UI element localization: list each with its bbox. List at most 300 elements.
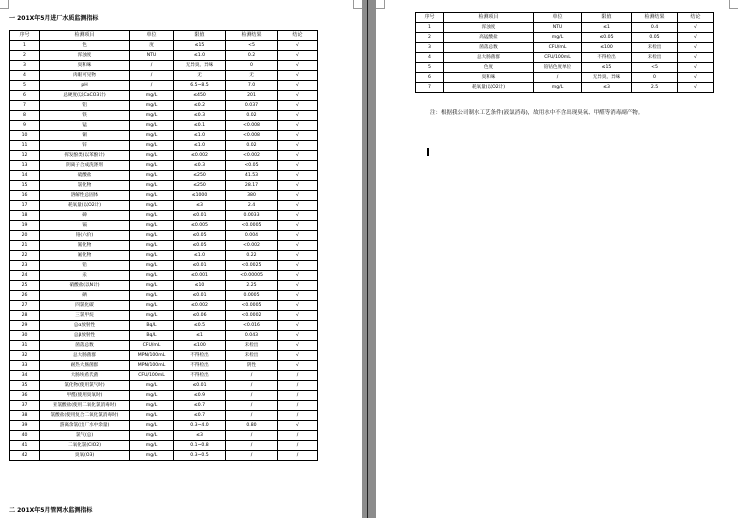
table-cell: √ — [678, 23, 714, 33]
table-cell: 未检出 — [226, 341, 278, 351]
table-cell: ≤0.05 — [582, 33, 632, 43]
table-cell: mg/L — [130, 231, 174, 241]
table-cell: ≤0.01 — [174, 211, 226, 221]
table-cell: / — [278, 431, 318, 441]
table-cell: mg/L — [130, 411, 174, 421]
table-cell: / — [226, 401, 278, 411]
table-cell: 5 — [416, 63, 444, 73]
table-cell: 总大肠菌群 — [444, 53, 534, 63]
table-row — [10, 251, 318, 261]
table-cell: 16 — [10, 191, 40, 201]
table-cell: 0.1~0.8 — [174, 441, 226, 451]
table-cell: / — [226, 441, 278, 451]
table-cell: √ — [278, 51, 318, 61]
table-cell: mg/L — [130, 441, 174, 451]
table-cell: 28 — [10, 311, 40, 321]
table-cell: 0.037 — [226, 101, 278, 111]
table-cell: mg/L — [130, 91, 174, 101]
column-header: 序号 — [416, 13, 444, 23]
table-cell: 6 — [10, 91, 40, 101]
table-cell: 13 — [10, 161, 40, 171]
table-row — [10, 441, 318, 451]
table-row — [10, 371, 318, 381]
table-cell: 未检出 — [632, 53, 678, 63]
table-cell: 镉 — [40, 221, 130, 231]
column-header: 检测结果 — [226, 31, 278, 41]
table-cell: 0.0005 — [226, 291, 278, 301]
table-cell: 12 — [10, 151, 40, 161]
table-cell: CFU/100mL — [130, 371, 174, 381]
table-row — [10, 321, 318, 331]
table-row — [416, 63, 714, 73]
table-cell: / — [278, 381, 318, 391]
table-cell: mg/L — [130, 391, 174, 401]
table-cell: ≤1.0 — [174, 51, 226, 61]
table-cell: ≤3 — [174, 201, 226, 211]
table-row — [10, 51, 318, 61]
table-cell: √ — [278, 321, 318, 331]
table-cell: 锌 — [40, 141, 130, 151]
column-header: 单位 — [534, 13, 582, 23]
table-cell: √ — [278, 361, 318, 371]
table-row — [10, 301, 318, 311]
table-cell: 20 — [10, 231, 40, 241]
table-row — [10, 401, 318, 411]
table-cell: √ — [278, 101, 318, 111]
table-cell: mg/L — [130, 211, 174, 221]
table-cell: 浑浊度 — [444, 23, 534, 33]
table-row — [10, 351, 318, 361]
table-cell: / — [130, 61, 174, 71]
table-cell: mg/L — [130, 221, 174, 231]
table-cell: 24 — [10, 271, 40, 281]
table-cell: 硝酸盐(以N计) — [40, 281, 130, 291]
page-gutter — [362, 0, 376, 518]
table-cell: 铅 — [40, 261, 130, 271]
table-cell: 肉眼可见物 — [40, 71, 130, 81]
table-cell: / — [130, 71, 174, 81]
table-cell: 2 — [10, 51, 40, 61]
table-row — [10, 391, 318, 401]
table-cell: 6.5~8.5 — [174, 81, 226, 91]
table-cell: mg/L — [130, 251, 174, 261]
table-cell: 游离余氯(出厂水中余量) — [40, 421, 130, 431]
column-header: 检测项目 — [444, 13, 534, 23]
table-cell: mg/L — [130, 161, 174, 171]
table-cell: 氰化物 — [40, 241, 130, 251]
table-cell: ≤100 — [582, 43, 632, 53]
table-cell: 2 — [416, 33, 444, 43]
table-cell: 201 — [226, 91, 278, 101]
table-row — [10, 71, 318, 81]
table-row — [10, 61, 318, 71]
table-cell: √ — [678, 53, 714, 63]
table-row — [416, 73, 714, 83]
table-cell: 无 — [174, 71, 226, 81]
crop-mark — [0, 0, 9, 9]
table-cell: 6 — [416, 73, 444, 83]
table-cell: <0.002 — [226, 241, 278, 251]
table-cell: / — [226, 371, 278, 381]
table-cell: mg/L — [130, 191, 174, 201]
table-cell: <0.0005 — [226, 301, 278, 311]
table-cell: 总β放射性 — [40, 331, 130, 341]
table-cell: CFU/100mL — [534, 53, 582, 63]
table-cell: mg/L — [130, 241, 174, 251]
table-cell: 色 — [40, 41, 130, 51]
table-cell: 14 — [10, 171, 40, 181]
table-cell: 耗氧量(以O2计) — [40, 201, 130, 211]
table-cell: NTU — [534, 23, 582, 33]
note-text: 注：根据我公司制水工艺条件(液氯消毒)，故用水中不含出现臭氧、甲醛等消毒副产物。 — [430, 110, 644, 116]
column-header: 单位 — [130, 31, 174, 41]
table-cell: 铝 — [40, 101, 130, 111]
table-cell: 不得检出 — [174, 361, 226, 371]
table-cell: 380 — [226, 191, 278, 201]
table-cell: 硫酸盐 — [40, 171, 130, 181]
table-cell: √ — [278, 271, 318, 281]
table-cell: √ — [278, 91, 318, 101]
section-heading-1: 一 201X年5月进厂水质监测指标 — [9, 15, 99, 22]
table-cell: √ — [278, 71, 318, 81]
table-cell: mg/L — [130, 261, 174, 271]
table-row — [416, 53, 714, 63]
table-cell: 7 — [10, 101, 40, 111]
table-cell: / — [278, 451, 318, 461]
table-cell: ≤0.7 — [174, 411, 226, 421]
table-cell: ≤10 — [174, 281, 226, 291]
table-cell: 34 — [10, 371, 40, 381]
table-row — [10, 191, 318, 201]
table-cell: √ — [278, 311, 318, 321]
table-cell: 总硬度(以CaCO3计) — [40, 91, 130, 101]
table-cell: 39 — [10, 421, 40, 431]
table-row — [10, 131, 318, 141]
table-cell: 35 — [10, 381, 40, 391]
network-water-table — [415, 12, 714, 93]
table-cell: 挥发酚类(以苯酚计) — [40, 151, 130, 161]
column-header: 限值 — [582, 13, 632, 23]
table-cell: 8 — [10, 111, 40, 121]
table-cell: ≤0.001 — [174, 271, 226, 281]
table-cell: ≤3 — [174, 431, 226, 441]
table-row — [416, 83, 714, 93]
table-row — [10, 291, 318, 301]
table-cell: mg/L — [130, 281, 174, 291]
table-row — [416, 33, 714, 43]
table-cell: √ — [278, 301, 318, 311]
table-cell: 7.0 — [226, 81, 278, 91]
table-cell: 5 — [10, 81, 40, 91]
table-cell: mg/L — [130, 201, 174, 211]
table-cell: 铂钴色度单位 — [534, 63, 582, 73]
column-header: 检测结果 — [632, 13, 678, 23]
table-cell: 氯气(总) — [40, 431, 130, 441]
table-cell: mg/L — [534, 83, 582, 93]
table-cell: 4 — [416, 53, 444, 63]
table-cell: 3 — [416, 43, 444, 53]
table-row — [10, 211, 318, 221]
table-cell: mg/L — [130, 301, 174, 311]
table-cell: √ — [278, 211, 318, 221]
table-cell: / — [226, 381, 278, 391]
table-cell: CFU/mL — [130, 341, 174, 351]
table-cell: / — [226, 431, 278, 441]
table-cell: 总大肠菌群 — [40, 351, 130, 361]
table-row — [10, 151, 318, 161]
table-cell: 氯酸盐(使用复合二氧化氯消毒时) — [40, 411, 130, 421]
table-cell: √ — [678, 43, 714, 53]
table-cell: 17 — [10, 201, 40, 211]
table-cell: ≤1000 — [174, 191, 226, 201]
table-cell: <0.00005 — [226, 271, 278, 281]
table-cell: mg/L — [130, 431, 174, 441]
table-row — [416, 23, 714, 33]
column-header: 结论 — [678, 13, 714, 23]
table-row — [10, 411, 318, 421]
table-row — [416, 43, 714, 53]
table-cell: 阴离子合成洗涤剂 — [40, 161, 130, 171]
table-cell: ≤0.5 — [174, 321, 226, 331]
table-cell: mg/L — [130, 141, 174, 151]
table-header-row — [416, 13, 714, 23]
table-cell: ≤100 — [174, 341, 226, 351]
table-cell: ≤15 — [174, 41, 226, 51]
table-cell: mg/L — [534, 33, 582, 43]
table-cell: mg/L — [130, 421, 174, 431]
table-cell: 不得检出 — [174, 371, 226, 381]
table-cell: ≤0.01 — [174, 261, 226, 271]
table-row — [10, 281, 318, 291]
table-cell: 2.5 — [632, 83, 678, 93]
table-cell: 氯化物(使用氯气时) — [40, 381, 130, 391]
table-cell: 1 — [10, 41, 40, 51]
table-cell: ≤0.3 — [174, 161, 226, 171]
table-cell: √ — [278, 181, 318, 191]
table-cell: 二氧化氯(ClO2) — [40, 441, 130, 451]
table-cell: 37 — [10, 401, 40, 411]
table-cell: ≤1.0 — [174, 141, 226, 151]
table-cell: 0.004 — [226, 231, 278, 241]
table-row — [10, 101, 318, 111]
table-cell: 3 — [10, 61, 40, 71]
table-cell: √ — [278, 41, 318, 51]
table-cell: √ — [678, 33, 714, 43]
table-cell: ≤1 — [174, 331, 226, 341]
table-cell: √ — [278, 151, 318, 161]
table-row — [10, 271, 318, 281]
table-cell: 25 — [10, 281, 40, 291]
table-cell: mg/L — [130, 401, 174, 411]
table-row — [10, 201, 318, 211]
table-row — [10, 111, 318, 121]
table-row — [10, 261, 318, 271]
table-cell: ≤250 — [174, 171, 226, 181]
table-cell: 甲醛(使用臭氧时) — [40, 391, 130, 401]
table-cell: 无异臭、异味 — [174, 61, 226, 71]
table-row — [10, 241, 318, 251]
table-cell: 15 — [10, 181, 40, 191]
table-cell: mg/L — [130, 181, 174, 191]
table-cell: 32 — [10, 351, 40, 361]
column-header: 检测项目 — [40, 31, 130, 41]
table-cell: 19 — [10, 221, 40, 231]
table-cell: CFU/mL — [534, 43, 582, 53]
table-cell: 0.80 — [226, 421, 278, 431]
table-row — [10, 431, 318, 441]
table-cell: √ — [278, 171, 318, 181]
table-cell: √ — [278, 141, 318, 151]
table-cell: 臭和味 — [444, 73, 534, 83]
left-page — [0, 0, 362, 518]
table-cell: 0 — [632, 73, 678, 83]
table-cell: <0.0005 — [226, 221, 278, 231]
table-cell: 硒 — [40, 291, 130, 301]
table-cell: √ — [278, 111, 318, 121]
table-cell: 阴性 — [226, 361, 278, 371]
table-cell: 耐热大肠菌群 — [40, 361, 130, 371]
table-cell: / — [226, 451, 278, 461]
table-cell: 总α放射性 — [40, 321, 130, 331]
table-cell: 2.4 — [226, 201, 278, 211]
table-cell: 27 — [10, 301, 40, 311]
table-cell: ≤0.7 — [174, 401, 226, 411]
table-cell: √ — [278, 191, 318, 201]
table-cell: 菌落总数 — [40, 341, 130, 351]
table-cell: / — [278, 411, 318, 421]
table-cell: 氯化物 — [40, 181, 130, 191]
table-cell: mg/L — [130, 111, 174, 121]
table-cell: 26 — [10, 291, 40, 301]
table-cell: 0.043 — [226, 331, 278, 341]
table-cell: ≤0.05 — [174, 231, 226, 241]
table-cell: / — [278, 371, 318, 381]
table-cell: 18 — [10, 211, 40, 221]
table-cell: ≤0.005 — [174, 221, 226, 231]
table-cell: <5 — [632, 63, 678, 73]
table-cell: ≤0.1 — [174, 121, 226, 131]
table-cell: √ — [678, 73, 714, 83]
table-cell: 色度 — [444, 63, 534, 73]
table-cell: 无 — [226, 71, 278, 81]
table-cell: √ — [278, 241, 318, 251]
table-row — [10, 161, 318, 171]
table-cell: ≤0.01 — [174, 291, 226, 301]
table-cell: 汞 — [40, 271, 130, 281]
table-row — [10, 331, 318, 341]
table-cell: NTU — [130, 51, 174, 61]
table-cell: ≤0.01 — [174, 381, 226, 391]
table-cell: 0 — [226, 61, 278, 71]
table-cell: mg/L — [130, 151, 174, 161]
table-cell: 1 — [416, 23, 444, 33]
table-row — [10, 121, 318, 131]
table-cell: 锰 — [40, 121, 130, 131]
table-cell: 未检出 — [632, 43, 678, 53]
table-cell: 0.05 — [632, 33, 678, 43]
table-cell: 三氯甲烷 — [40, 311, 130, 321]
table-row — [10, 81, 318, 91]
table-cell: 36 — [10, 391, 40, 401]
table-cell: 铁 — [40, 111, 130, 121]
factory-water-table — [9, 30, 318, 461]
table-cell: 31 — [10, 341, 40, 351]
table-cell: 33 — [10, 361, 40, 371]
table-cell: / — [226, 391, 278, 401]
table-row — [10, 141, 318, 151]
table-cell: 22 — [10, 251, 40, 261]
table-cell: 溶解性总固体 — [40, 191, 130, 201]
table-cell: 40 — [10, 431, 40, 441]
table-cell: mg/L — [130, 121, 174, 131]
table-cell: 臭氧(O3) — [40, 451, 130, 461]
page-divider — [367, 0, 368, 518]
table-row — [10, 231, 318, 241]
table-row — [10, 181, 318, 191]
table-row — [10, 41, 318, 51]
table-cell: <0.002 — [226, 151, 278, 161]
table-cell: ≤1.0 — [174, 131, 226, 141]
table-row — [10, 361, 318, 371]
table-cell: mg/L — [130, 451, 174, 461]
table-cell: 度 — [130, 41, 174, 51]
text-cursor — [427, 148, 429, 156]
table-row — [10, 221, 318, 231]
table-cell: ≤450 — [174, 91, 226, 101]
table-cell: 0.3~0.5 — [174, 451, 226, 461]
table-cell: ≤0.002 — [174, 151, 226, 161]
table-cell: ≤0.9 — [174, 391, 226, 401]
table-cell: 0.0033 — [226, 211, 278, 221]
table-cell: ≤0.002 — [174, 301, 226, 311]
table-row — [10, 311, 318, 321]
table-row — [10, 421, 318, 431]
table-cell: 砷 — [40, 211, 130, 221]
table-cell: 21 — [10, 241, 40, 251]
table-cell: / — [130, 81, 174, 91]
table-cell: 未检出 — [226, 351, 278, 361]
table-cell: <0.008 — [226, 131, 278, 141]
table-cell: 浑浊度 — [40, 51, 130, 61]
table-row — [10, 171, 318, 181]
table-cell: 0.3~4.0 — [174, 421, 226, 431]
table-cell: MPN/100mL — [130, 361, 174, 371]
table-cell: / — [534, 73, 582, 83]
table-cell: Bq/L — [130, 331, 174, 341]
column-header: 限值 — [174, 31, 226, 41]
table-cell: ≤15 — [582, 63, 632, 73]
table-cell: 2.25 — [226, 281, 278, 291]
table-cell: mg/L — [130, 311, 174, 321]
table-cell: Bq/L — [130, 321, 174, 331]
table-cell: 30 — [10, 331, 40, 341]
table-cell: 38 — [10, 411, 40, 421]
table-cell: 41 — [10, 441, 40, 451]
table-cell: 42 — [10, 451, 40, 461]
table-cell: √ — [278, 421, 318, 431]
table-cell: mg/L — [130, 291, 174, 301]
table-cell: mg/L — [130, 171, 174, 181]
table-cell: √ — [278, 121, 318, 131]
table-cell: 不得检出 — [174, 351, 226, 361]
table-cell: √ — [278, 161, 318, 171]
table-cell: <0.05 — [226, 161, 278, 171]
table-cell: 亚氯酸盐(使用二氧化氯消毒时) — [40, 401, 130, 411]
table-cell: 11 — [10, 141, 40, 151]
table-cell: 0.02 — [226, 111, 278, 121]
table-cell: ≤250 — [174, 181, 226, 191]
table-cell: 菌落总数 — [444, 43, 534, 53]
